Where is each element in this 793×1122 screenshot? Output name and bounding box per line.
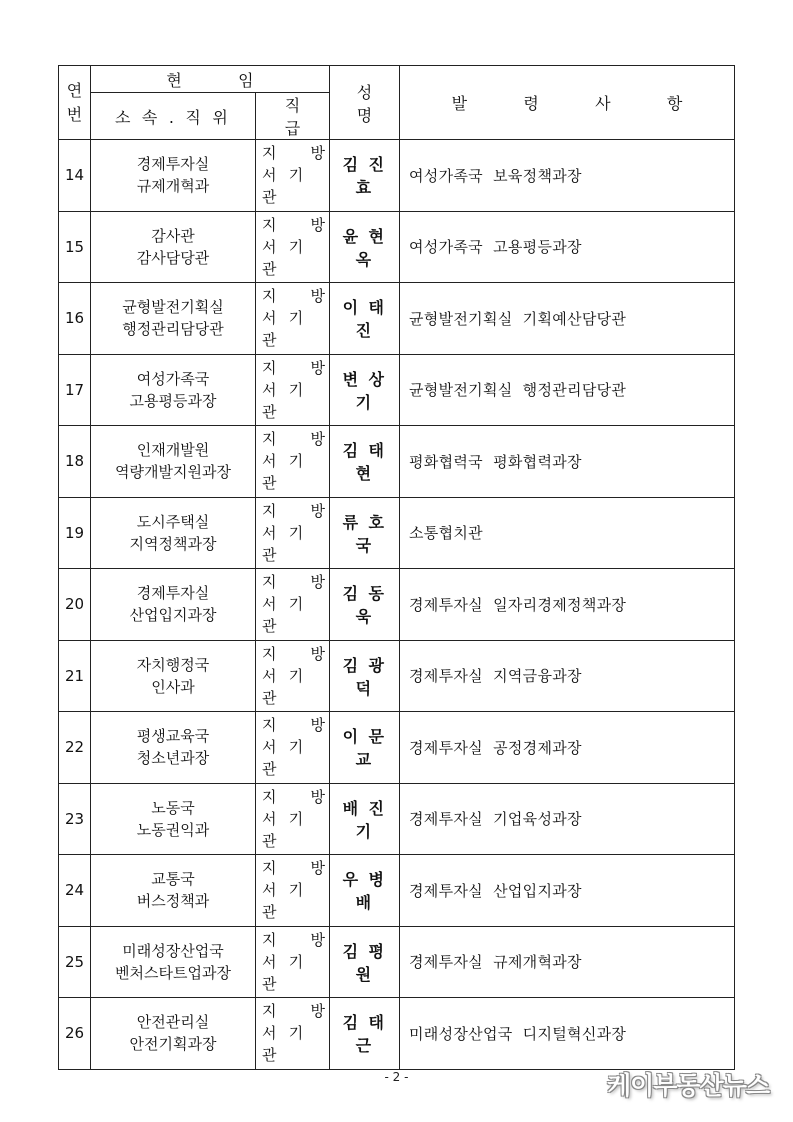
table-row [59, 283, 735, 355]
name-cell: 이 태 진 [330, 283, 400, 355]
table-row [59, 926, 735, 998]
serial-cell: 23 [59, 783, 91, 855]
position-line: 감사담당관 [136, 248, 210, 267]
grade-char-a: 지 [262, 930, 277, 949]
table-row [59, 998, 735, 1070]
grade-line-1 [262, 357, 325, 379]
affiliation-cell [91, 783, 256, 855]
grade-line-2: 서 기 관 [262, 452, 307, 493]
grade-char-b: 방 [310, 573, 325, 592]
page-number: - 2 - [384, 1070, 409, 1084]
grade-char-b: 방 [310, 644, 325, 663]
grade-line-2: 서 기 관 [262, 237, 307, 278]
grade-char-b: 방 [310, 430, 325, 449]
affiliation-cell [91, 354, 256, 426]
serial-header-top: 연 [66, 80, 83, 100]
grade-char-b: 방 [310, 144, 325, 163]
appointment-header: 발 령 사 항 [400, 66, 735, 140]
grade-char-a: 지 [262, 573, 277, 592]
grade-char-a: 지 [262, 859, 277, 878]
serial-cell: 15 [59, 211, 91, 283]
affiliation-cell [91, 211, 256, 283]
grade-cell [256, 283, 330, 355]
grade-cell [256, 855, 330, 927]
department-line: 균형발전기획실 [122, 298, 224, 317]
department-line: 미래성장산업국 [122, 941, 224, 960]
serial-cell: 21 [59, 640, 91, 712]
department-line: 경제투자실 [136, 155, 210, 174]
position-line: 산업입지과장 [129, 606, 217, 625]
affiliation-cell [91, 283, 256, 355]
grade-line-1 [262, 214, 325, 236]
grade-char-a: 지 [262, 430, 277, 449]
department-line: 자치행정국 [136, 655, 210, 674]
table-row [59, 712, 735, 784]
grade-cell [256, 569, 330, 641]
name-cell: 류 호 국 [330, 497, 400, 569]
name-cell: 변 상 기 [330, 354, 400, 426]
serial-header [59, 66, 91, 140]
grade-char-a: 지 [262, 787, 277, 806]
affiliation-cell [91, 926, 256, 998]
position-line: 버스정책과 [136, 892, 210, 911]
grade-header: 직 급 [256, 93, 330, 140]
grade-char-a: 지 [262, 287, 277, 306]
position-line: 역량개발지원과장 [115, 463, 231, 482]
appointment-cell: 미래성장산업국 디지털혁신과장 [400, 998, 735, 1070]
serial-cell: 16 [59, 283, 91, 355]
position-line: 고용평등과장 [129, 391, 217, 410]
affiliation-cell [91, 569, 256, 641]
position-line: 지역정책과장 [129, 534, 217, 553]
serial-cell: 24 [59, 855, 91, 927]
appointment-cell: 균형발전기획실 기획예산담당관 [400, 283, 735, 355]
personnel-table [58, 65, 735, 1070]
grade-char-b: 방 [310, 930, 325, 949]
position-line: 행정관리담당관 [122, 320, 224, 339]
grade-line-1 [262, 643, 325, 665]
grade-line-1 [262, 786, 325, 808]
department-line: 도시주택실 [136, 512, 210, 531]
grade-char-b: 방 [310, 716, 325, 735]
grade-line-1 [262, 929, 325, 951]
grade-char-b: 방 [310, 859, 325, 878]
grade-cell [256, 354, 330, 426]
department-line: 평생교육국 [136, 727, 210, 746]
grade-line-2: 서 기 관 [262, 595, 307, 636]
position-line: 청소년과장 [136, 749, 210, 768]
grade-cell [256, 998, 330, 1070]
grade-line-1 [262, 142, 325, 164]
name-cell: 배 진 기 [330, 783, 400, 855]
affiliation-header: 소 속 . 직 위 [91, 93, 256, 140]
appointment-cell: 여성가족국 고용평등과장 [400, 211, 735, 283]
grade-line-1 [262, 571, 325, 593]
grade-char-a: 지 [262, 716, 277, 735]
name-cell: 김 동 욱 [330, 569, 400, 641]
department-line: 안전관리실 [136, 1013, 210, 1032]
affiliation-cell [91, 998, 256, 1070]
serial-header-bottom: 번 [66, 104, 83, 124]
grade-cell [256, 211, 330, 283]
serial-cell: 25 [59, 926, 91, 998]
name-cell: 김 광 덕 [330, 640, 400, 712]
grade-cell [256, 783, 330, 855]
affiliation-cell [91, 140, 256, 212]
name-cell: 이 문 교 [330, 712, 400, 784]
grade-line-2: 서 기 관 [262, 166, 307, 207]
grade-cell [256, 426, 330, 498]
grade-char-a: 지 [262, 215, 277, 234]
appointment-cell: 평화협력국 평화협력과장 [400, 426, 735, 498]
table-row [59, 211, 735, 283]
grade-line-2: 서 기 관 [262, 881, 307, 922]
appointment-cell: 경제투자실 산업입지과장 [400, 855, 735, 927]
department-line: 경제투자실 [136, 584, 210, 603]
name-header: 성 명 [330, 66, 400, 140]
department-line: 감사관 [151, 226, 195, 245]
watermark-logo: 케이부동산뉴스 [606, 1071, 769, 1100]
grade-cell [256, 497, 330, 569]
appointment-cell: 소통협치관 [400, 497, 735, 569]
appointment-cell: 경제투자실 지역금융과장 [400, 640, 735, 712]
grade-line-1 [262, 714, 325, 736]
department-line: 교통국 [151, 870, 195, 889]
grade-line-2: 서 기 관 [262, 1024, 307, 1065]
grade-line-2: 서 기 관 [262, 523, 307, 564]
grade-char-b: 방 [310, 1002, 325, 1021]
grade-cell [256, 926, 330, 998]
table-row [59, 140, 735, 212]
affiliation-cell [91, 640, 256, 712]
grade-char-b: 방 [310, 501, 325, 520]
name-cell: 김 평 원 [330, 926, 400, 998]
grade-line-2: 서 기 관 [262, 809, 307, 850]
grade-cell [256, 140, 330, 212]
position-line: 안전기획과장 [129, 1035, 217, 1054]
name-cell: 김 진 효 [330, 140, 400, 212]
grade-char-a: 지 [262, 144, 277, 163]
table-row [59, 783, 735, 855]
grade-char-b: 방 [310, 787, 325, 806]
grade-line-2: 서 기 관 [262, 380, 307, 421]
grade-char-b: 방 [310, 358, 325, 377]
serial-cell: 26 [59, 998, 91, 1070]
name-cell: 윤 현 옥 [330, 211, 400, 283]
grade-char-a: 지 [262, 358, 277, 377]
table-row [59, 497, 735, 569]
serial-cell: 14 [59, 140, 91, 212]
position-line: 인사과 [151, 677, 195, 696]
grade-char-b: 방 [310, 287, 325, 306]
grade-line-1 [262, 285, 325, 307]
grade-cell [256, 712, 330, 784]
appointment-cell: 균형발전기획실 행정관리담당관 [400, 354, 735, 426]
position-line: 규제개혁과 [136, 177, 210, 196]
grade-line-1 [262, 1000, 325, 1022]
serial-cell: 20 [59, 569, 91, 641]
appointment-cell: 여성가족국 보육정책과장 [400, 140, 735, 212]
serial-cell: 18 [59, 426, 91, 498]
appointment-cell: 경제투자실 일자리경제정책과장 [400, 569, 735, 641]
affiliation-cell [91, 855, 256, 927]
name-cell: 김 태 현 [330, 426, 400, 498]
department-line: 인재개발원 [136, 441, 210, 460]
position-line: 벤처스타트업과장 [115, 963, 231, 982]
position-line: 노동권익과 [136, 820, 210, 839]
grade-cell [256, 640, 330, 712]
appointment-cell: 경제투자실 규제개혁과장 [400, 926, 735, 998]
grade-line-2: 서 기 관 [262, 666, 307, 707]
serial-cell: 22 [59, 712, 91, 784]
serial-cell: 17 [59, 354, 91, 426]
name-cell: 김 태 근 [330, 998, 400, 1070]
grade-line-2: 서 기 관 [262, 309, 307, 350]
name-cell: 우 병 배 [330, 855, 400, 927]
table-row [59, 640, 735, 712]
affiliation-cell [91, 497, 256, 569]
department-line: 노동국 [151, 798, 195, 817]
affiliation-cell [91, 426, 256, 498]
grade-char-a: 지 [262, 501, 277, 520]
serial-cell: 19 [59, 497, 91, 569]
table-row [59, 569, 735, 641]
appointment-cell: 경제투자실 기업육성과장 [400, 783, 735, 855]
table-row [59, 354, 735, 426]
appointment-cell: 경제투자실 공정경제과장 [400, 712, 735, 784]
grade-line-1 [262, 428, 325, 450]
table-row [59, 855, 735, 927]
grade-char-b: 방 [310, 215, 325, 234]
current-position-header: 현 임 [91, 66, 330, 93]
grade-line-1 [262, 857, 325, 879]
grade-line-2: 서 기 관 [262, 738, 307, 779]
grade-line-1 [262, 500, 325, 522]
affiliation-cell [91, 712, 256, 784]
department-line: 여성가족국 [136, 369, 210, 388]
grade-char-a: 지 [262, 644, 277, 663]
table-row [59, 426, 735, 498]
grade-line-2: 서 기 관 [262, 952, 307, 993]
grade-char-a: 지 [262, 1002, 277, 1021]
